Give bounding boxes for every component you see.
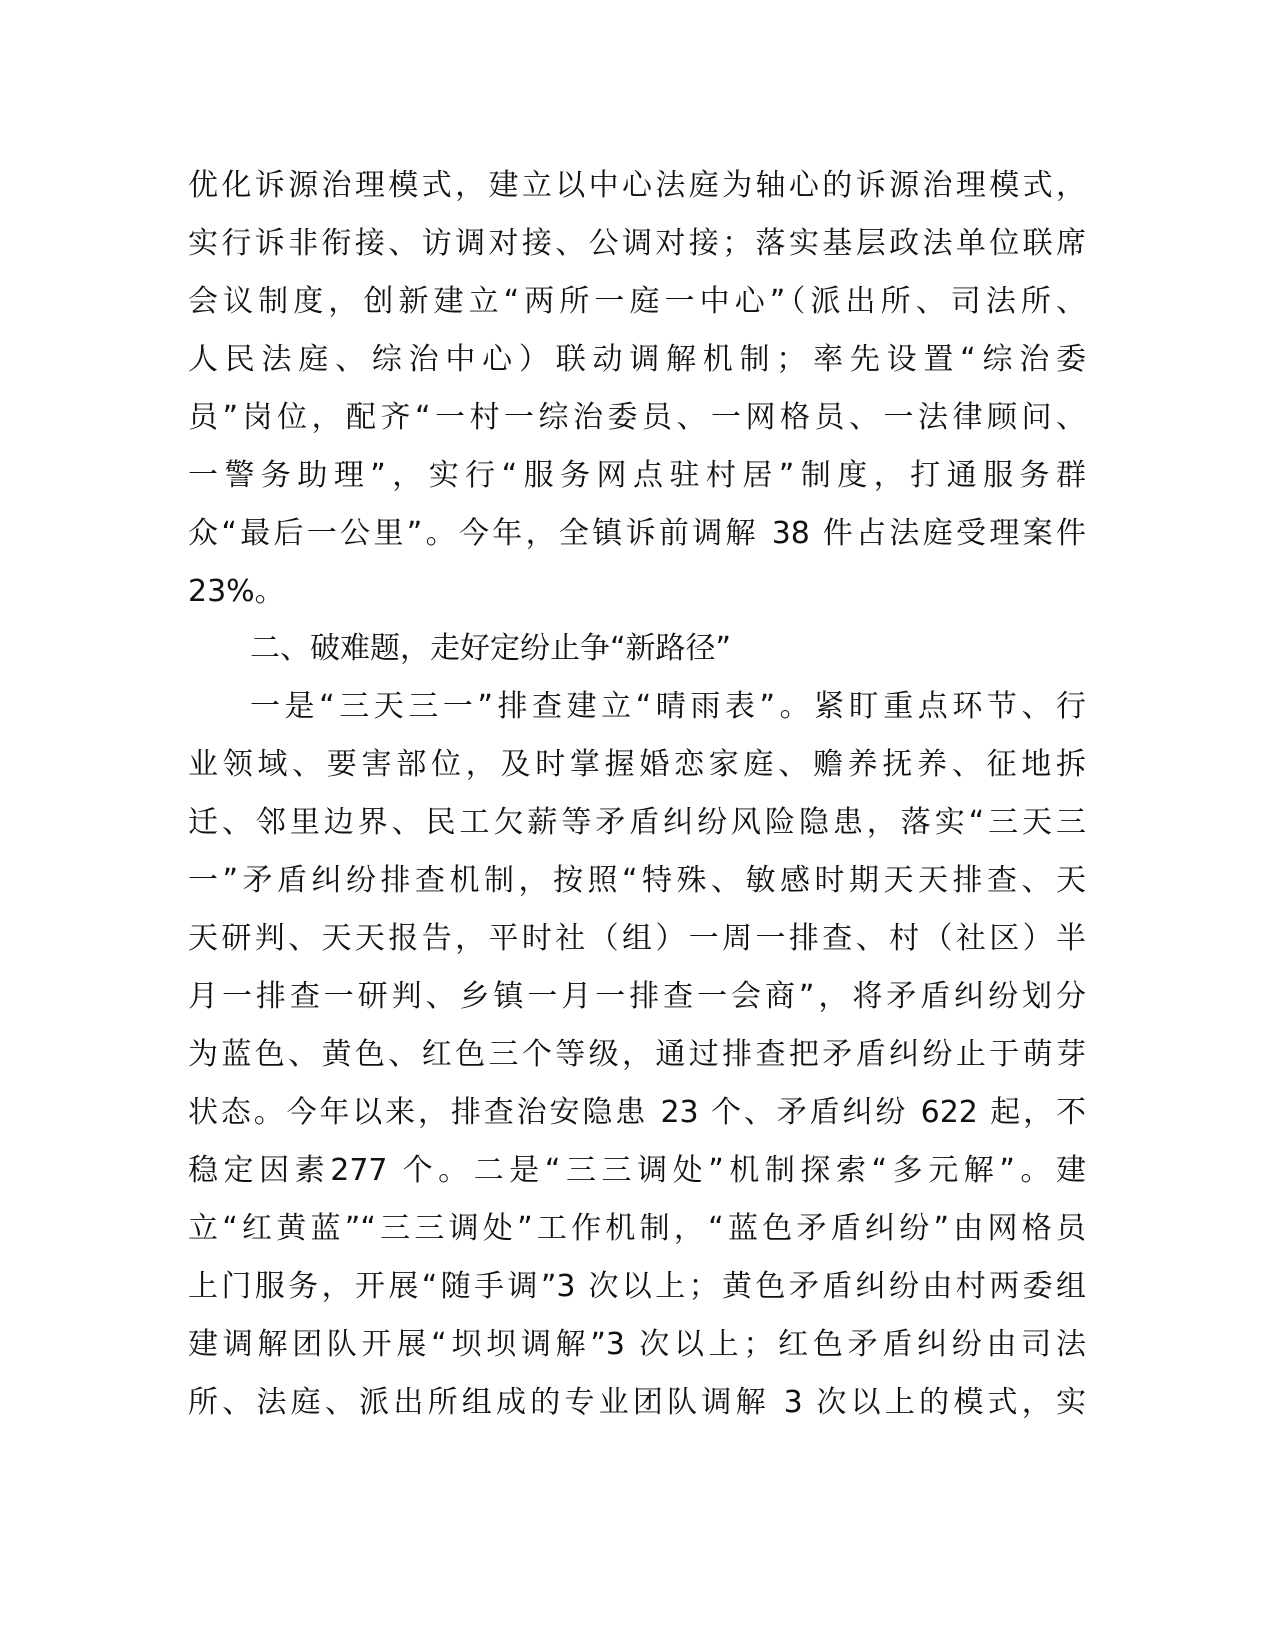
paragraph-line: 月一排查一研判、乡镇一月一排查一会商”，将矛盾纠纷划分 bbox=[188, 979, 1086, 1014]
paragraph-1 bbox=[188, 157, 1086, 621]
paragraph-line: 众“最后一公里”。今年，全镇诉前调解 38 件占法庭受理案件 bbox=[188, 516, 1086, 551]
paragraph-line: 状态。今年以来，排查治安隐患 23 个、矛盾纠纷 622 起，不 bbox=[188, 1095, 1086, 1130]
section-heading-block bbox=[188, 620, 1086, 678]
paragraph-line: 稳定因素277 个。二是“三三调处”机制探索“多元解”。建 bbox=[188, 1153, 1086, 1188]
paragraph-line: 实行诉非衔接、访调对接、公调对接；落实基层政法单位联席 bbox=[188, 226, 1086, 261]
section-heading: 二、破难题，走好定纷止争“新路径” bbox=[250, 631, 732, 666]
paragraph-line: 一警务助理”，实行“服务网点驻村居”制度，打通服务群 bbox=[188, 458, 1086, 493]
paragraph-line: 人民法庭、综治中心）联动调解机制；率先设置“综治委 bbox=[188, 342, 1086, 377]
paragraph-line: 立“红黄蓝”“三三调处”工作机制，“蓝色矛盾纠纷”由网格员 bbox=[188, 1211, 1086, 1246]
paragraph-line: 23%。 bbox=[188, 574, 285, 609]
paragraph-line: 一”矛盾纠纷排查机制，按照“特殊、敏感时期天天排查、天 bbox=[188, 863, 1086, 898]
paragraph-line: 业领域、要害部位，及时掌握婚恋家庭、赡养抚养、征地拆 bbox=[188, 747, 1086, 782]
paragraph-line: 员”岗位，配齐“一村一综治委员、一网格员、一法律顾问、 bbox=[188, 400, 1086, 435]
paragraph-line: 所、法庭、派出所组成的专业团队调解 3 次以上的模式，实 bbox=[188, 1385, 1086, 1420]
paragraph-line: 为蓝色、黄色、红色三个等级，通过排查把矛盾纠纷止于萌芽 bbox=[188, 1037, 1086, 1072]
paragraph-line: 上门服务，开展“随手调”3 次以上；黄色矛盾纠纷由村两委组 bbox=[188, 1269, 1086, 1304]
paragraph-line: 天研判、天天报告，平时社（组）一周一排查、村（社区）半 bbox=[188, 921, 1086, 956]
paragraph-line: 一是“三天三一”排查建立“晴雨表”。紧盯重点环节、行 bbox=[250, 689, 1086, 724]
paragraph-line: 迁、邻里边界、民工欠薪等矛盾纠纷风险隐患，落实“三天三 bbox=[188, 805, 1086, 840]
paragraph-line: 会议制度，创新建立“两所一庭一中心”（派出所、司法所、 bbox=[188, 284, 1086, 319]
paragraph-line: 优化诉源治理模式，建立以中心法庭为轴心的诉源治理模式， bbox=[188, 168, 1086, 203]
paragraph-line: 建调解团队开展“坝坝调解”3 次以上；红色矛盾纠纷由司法 bbox=[188, 1327, 1086, 1362]
paragraph-2 bbox=[188, 678, 1086, 1432]
